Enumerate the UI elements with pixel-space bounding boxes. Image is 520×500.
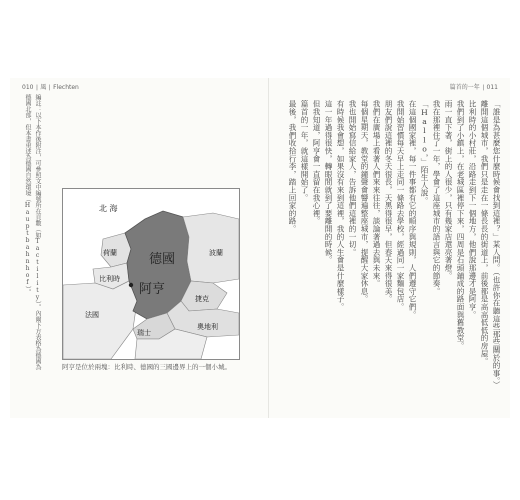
body-column: 朋友們說這裡的冬天很長，天黑得很早，但春天來得很美。 bbox=[384, 100, 393, 303]
body-column: 「誰是為甚麼您什麼時候會找到這裡？」某人問。（也許你在聽這些那些關於的事。） bbox=[492, 100, 501, 389]
label-germany: 德國 bbox=[149, 252, 176, 267]
right-page-body bbox=[280, 100, 502, 400]
body-column: 雨一直下著，街上的人很少，只有幾家店還亮著燈。 bbox=[444, 100, 453, 280]
body-column: 離開這個城市，我們只是走在一條長長的街道上，前後都是高高低低的房屋。 bbox=[480, 100, 489, 366]
book-gutter bbox=[268, 78, 269, 418]
europe-map bbox=[63, 189, 239, 359]
map-figure bbox=[62, 188, 240, 360]
body-column: 這一年過得很快，轉眼間就到了要離開的時候。 bbox=[324, 100, 333, 264]
running-header-right: 篇首的一年 ∣ 011 bbox=[449, 84, 498, 91]
body-column: 我在那裡住了一年，學會了這座城市的語言與它的節奏。 bbox=[432, 100, 441, 295]
body-column: 每個星期天，教堂的鐘聲會響遍整座城市，提醒大家休息。 bbox=[360, 100, 369, 303]
body-column: 我們在廣場上看著人們來來往往，談論著過去與未來。 bbox=[372, 100, 381, 288]
body-column: 我開始習慣每天早上走同一條路去學校，經過同一家麵包店。 bbox=[396, 100, 405, 311]
body-column: 我們到了小鎮上，在老城區裡停下來，四周是石頭鋪成的路面與舊教堂。 bbox=[456, 100, 465, 350]
body-column: 但我知道，阿亨會一直留在我心裡。 bbox=[312, 100, 321, 225]
body-column: 篇首的一年，就這樣開始了。 bbox=[300, 100, 309, 202]
running-header-left: 010 ∣ 風 ∣ Flechten bbox=[22, 84, 79, 91]
aachen-marker bbox=[129, 283, 133, 287]
body-column: 在這個國家裡，每一件事都有它的順序與規則，人們遵守它們。 bbox=[408, 100, 417, 319]
label-belgium: 比利時 bbox=[99, 275, 120, 283]
label-switzerland: 瑞士 bbox=[137, 329, 151, 337]
label-austria: 奧地利 bbox=[197, 323, 218, 331]
footnote-2: 德國北部，但本書重述為德國自然環境（Hauptbahnhof）。 bbox=[24, 94, 31, 295]
footnote-1: 編註：以下本作後附注，可參照文中編號所在頁數（如Tactility）。內爾下方表格為德國為 bbox=[34, 94, 41, 370]
body-column: 比利時的小村莊，沿路走到下一個地方，他們說那邊才是阿亨。 bbox=[468, 100, 477, 319]
label-france: 法國 bbox=[85, 311, 99, 319]
body-column: 我也開始寫信給家人，告訴他們這裡的一切。 bbox=[348, 100, 357, 256]
label-czech: 捷克 bbox=[195, 295, 209, 303]
body-column: 最後，我們收拾行李，踏上回家的路。 bbox=[288, 100, 297, 233]
map-caption: 阿亨是位於兩塊：比利時、德國的三國邊界上的一個小城。 bbox=[62, 363, 231, 371]
poland-region bbox=[183, 213, 239, 283]
label-north-sea: 北 海 bbox=[99, 204, 118, 213]
book-spread bbox=[10, 78, 510, 418]
body-column: 「Hallo，」陌生人說。 bbox=[420, 100, 429, 205]
label-poland: 波蘭 bbox=[209, 249, 223, 257]
label-netherlands: 荷蘭 bbox=[103, 249, 117, 257]
body-column: 有時候我會想，如果沒有來到這裡，我的人生會是什麼樣子。 bbox=[336, 100, 345, 311]
label-aachen: 阿亨 bbox=[139, 282, 166, 297]
